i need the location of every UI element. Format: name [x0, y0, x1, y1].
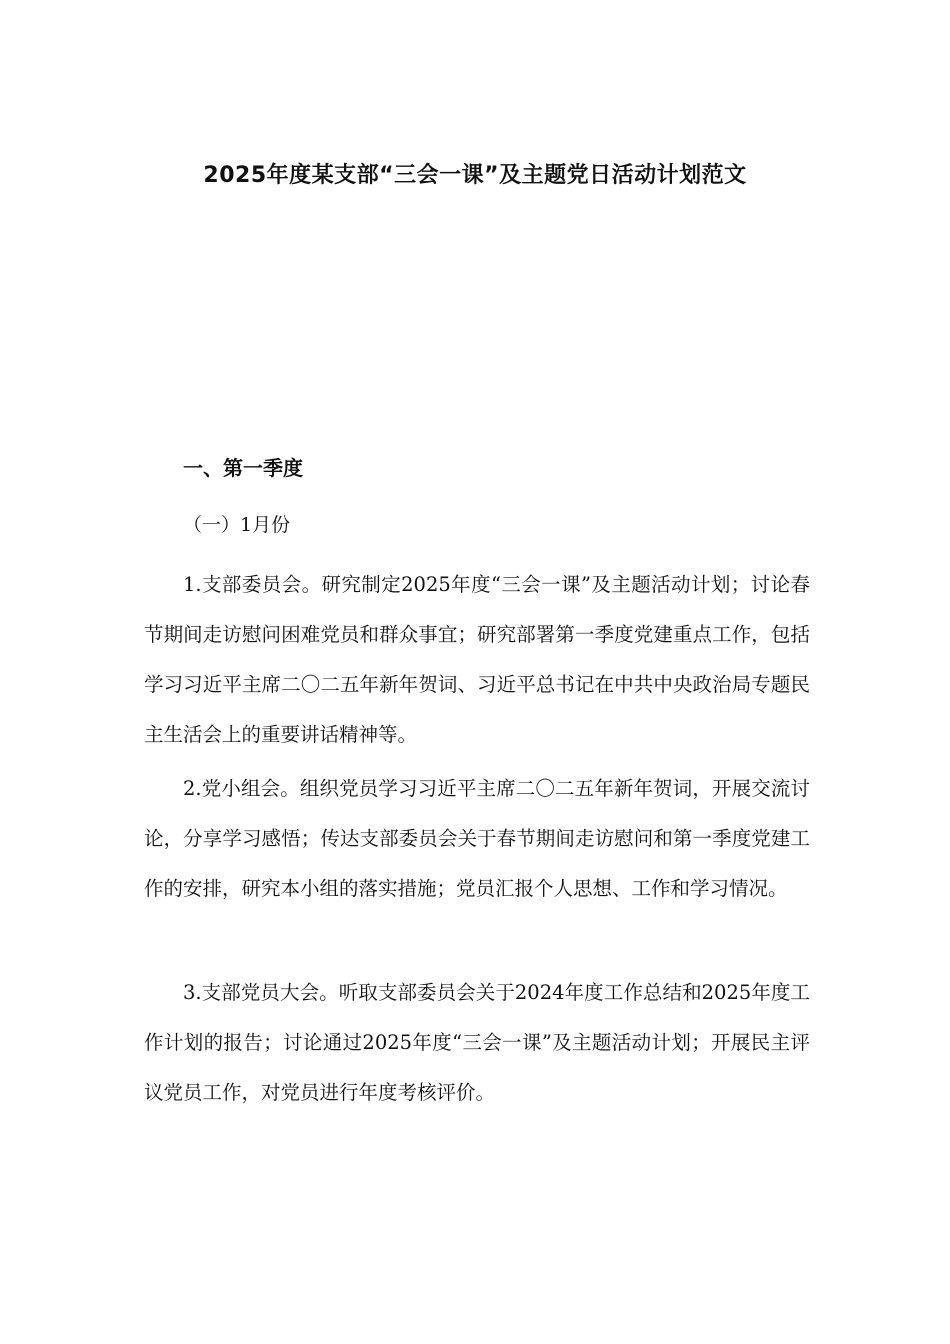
paragraph-general-assembly: 3.支部党员大会。听取支部委员会关于2024年度工作总结和2025年度工作计划的报告；讨论通过2025年度“三会一课”及主题活动计划；开展民主评议党员工作，对党员进行年度考核评价。: [144, 981, 810, 1104]
section-heading-q1: 一、第一季度: [183, 456, 303, 480]
document-title: 2025年度某支部“三会一课”及主题党日活动计划范文: [203, 163, 747, 188]
sub-heading-january: （一）1月份: [183, 514, 291, 536]
paragraph-party-group-meeting: 2.党小组会。组织党员学习习近平主席二〇二五年新年贺词，开展交流讨论，分享学习感悟；传达支部委员会关于春节期间走访慰问和第一季度党建工作的安排，研究本小组的落实措施；党员汇报个人思想、工作和学习情况。: [144, 777, 810, 900]
paragraph-branch-committee: 1.支部委员会。研究制定2025年度“三会一课”及主题活动计划；讨论春节期间走访慰问困难党员和群众事宜；研究部署第一季度党建重点工作，包括学习习近平主席二〇二五年新年贺词、习近平总书记在中共中央政治局专题民主生活会上的重要讲话精神等。: [144, 573, 810, 746]
